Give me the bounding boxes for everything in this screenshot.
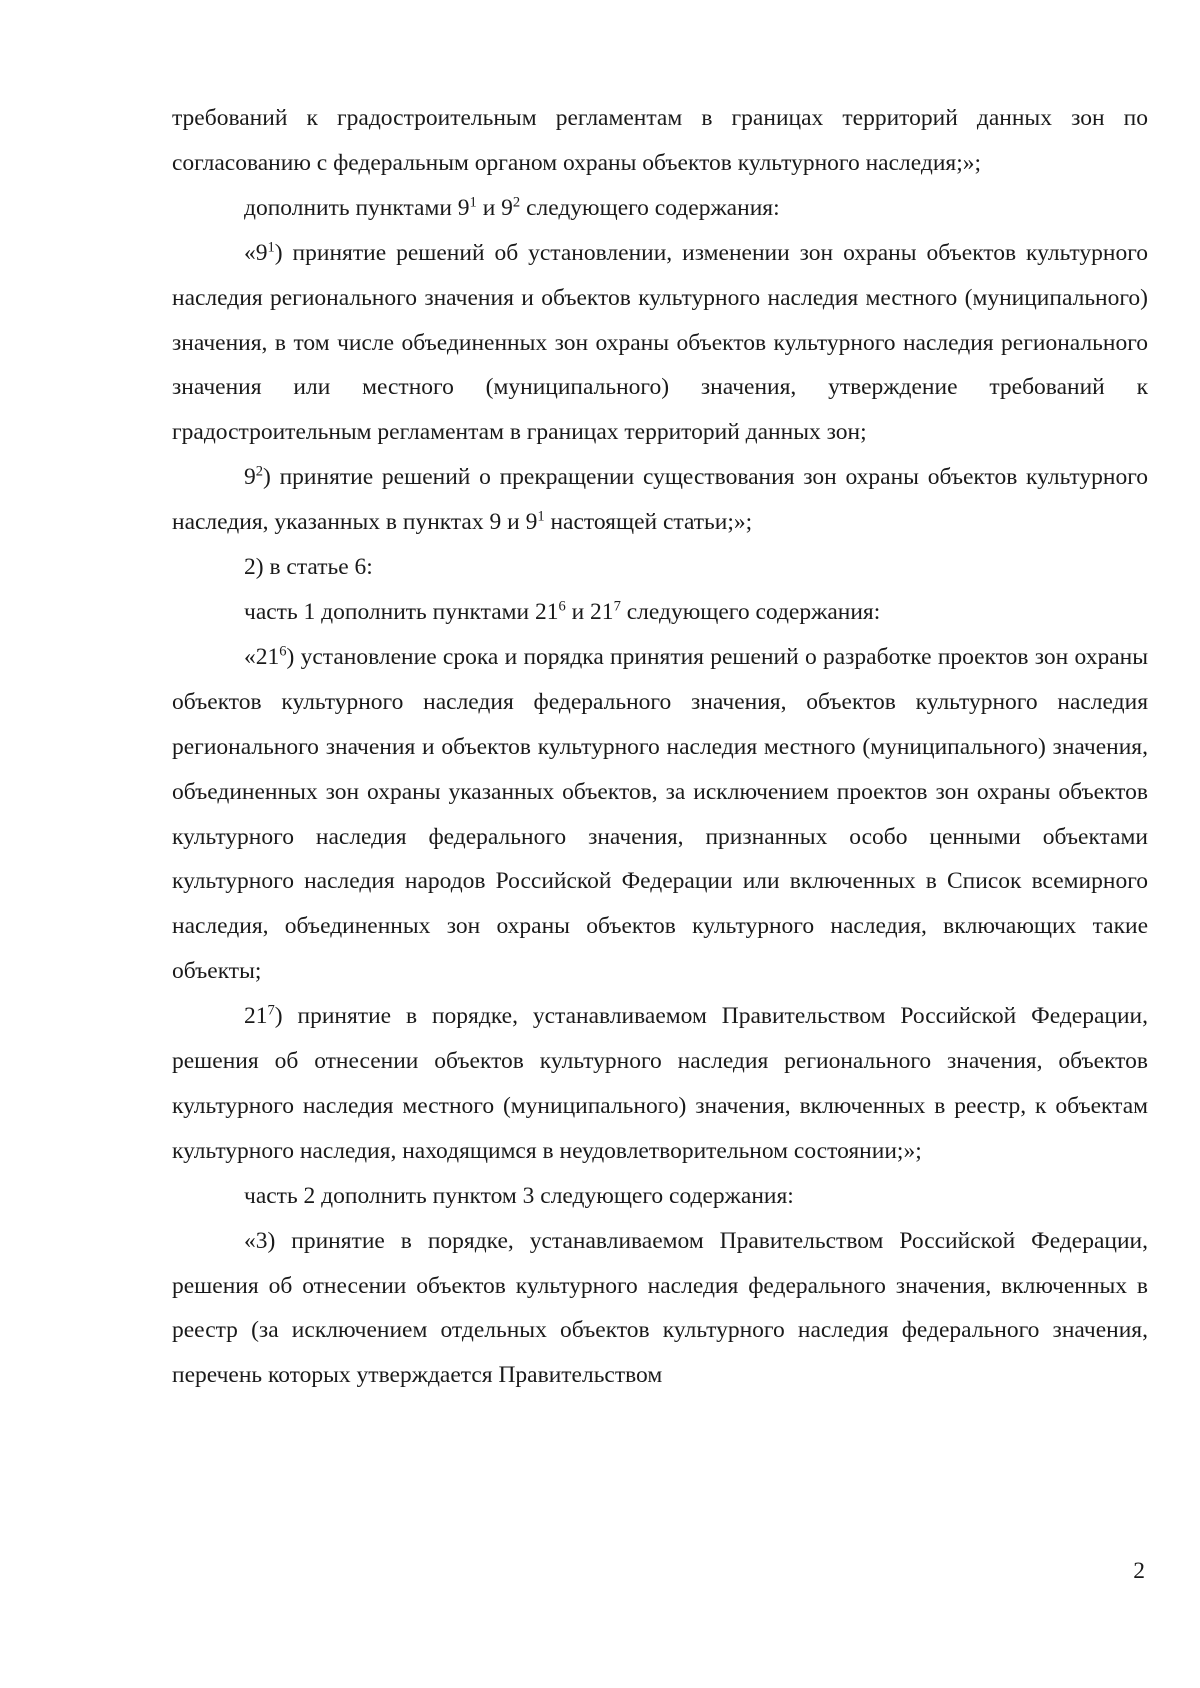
paragraph-9: «3) принятие в порядке, устанавливаемом Правительством Российской Федерации, решения об отнесении объектов культурного наследия федерального значения, включенных в реестр (за исключением отдельных объектов культурного наследия федерального значения, перечень которых утверждается Правительством xyxy=(172,1227,1148,1389)
paragraph-1: дополнить пунктами $9^1$ и $9^2$ следующего содержания: xyxy=(244,194,780,221)
paragraph-4: 2) в статье 6: xyxy=(244,554,373,581)
paragraph-5: часть 1 дополнить пунктами $21^6$ и $21^7$ следующего содержания: xyxy=(244,598,881,625)
document-page xyxy=(172,96,1148,1398)
paragraph-8: часть 2 дополнить пунктом 3 следующего содержания: xyxy=(244,1182,794,1209)
paragraph-0: требований к градостроительным регламентам в границах территорий данных зон по согласованию с федеральным органом охраны объектов культурного наследия;»; xyxy=(172,105,1148,176)
page-number: 2 xyxy=(1133,1558,1145,1584)
paragraph-2: «$9^1$) принятие решений об установлении, изменении зон охраны объектов культурного наследия регионального значения и объектов культурного наследия местного (муниципального) значения, в том числе объединенных зон охраны объектов культурного наследия регионального значения или местного (муниципального) значения, утверждение требований к градостроительным регламентам в границах территорий данных зон; xyxy=(172,238,1148,446)
paragraph-3: $9^2$) принятие решений о прекращении существования зон охраны объектов культурного наследия, указанных в пунктах 9 и $9^1$ настоящей статьи;»; xyxy=(172,463,1148,536)
paragraph-7: $21^7$) принятие в порядке, устанавливаемом Правительством Российской Федерации, решения об отнесении объектов культурного наследия регионального значения, объектов культурного наследия местного (муниципального) значения, включенных в реестр, к объектам культурного наследия, находящимся в неудовлетворительном состоянии;»; xyxy=(172,1002,1148,1164)
paragraph-6: «$21^6$) установление срока и порядка принятия решений о разработке проектов зон охраны объектов культурного наследия федерального значения, объектов культурного наследия регионального значения и объектов культурного наследия местного (муниципального) значения, объединенных зон охраны указанных объектов, за исключением проектов зон охраны объектов культурного наследия федерального значения, признанных особо ценными объектами культурного наследия народов Российской Федерации или включенных в Список всемирного наследия, объединенных зон охраны объектов культурного наследия, включающих такие объекты; xyxy=(172,643,1148,985)
